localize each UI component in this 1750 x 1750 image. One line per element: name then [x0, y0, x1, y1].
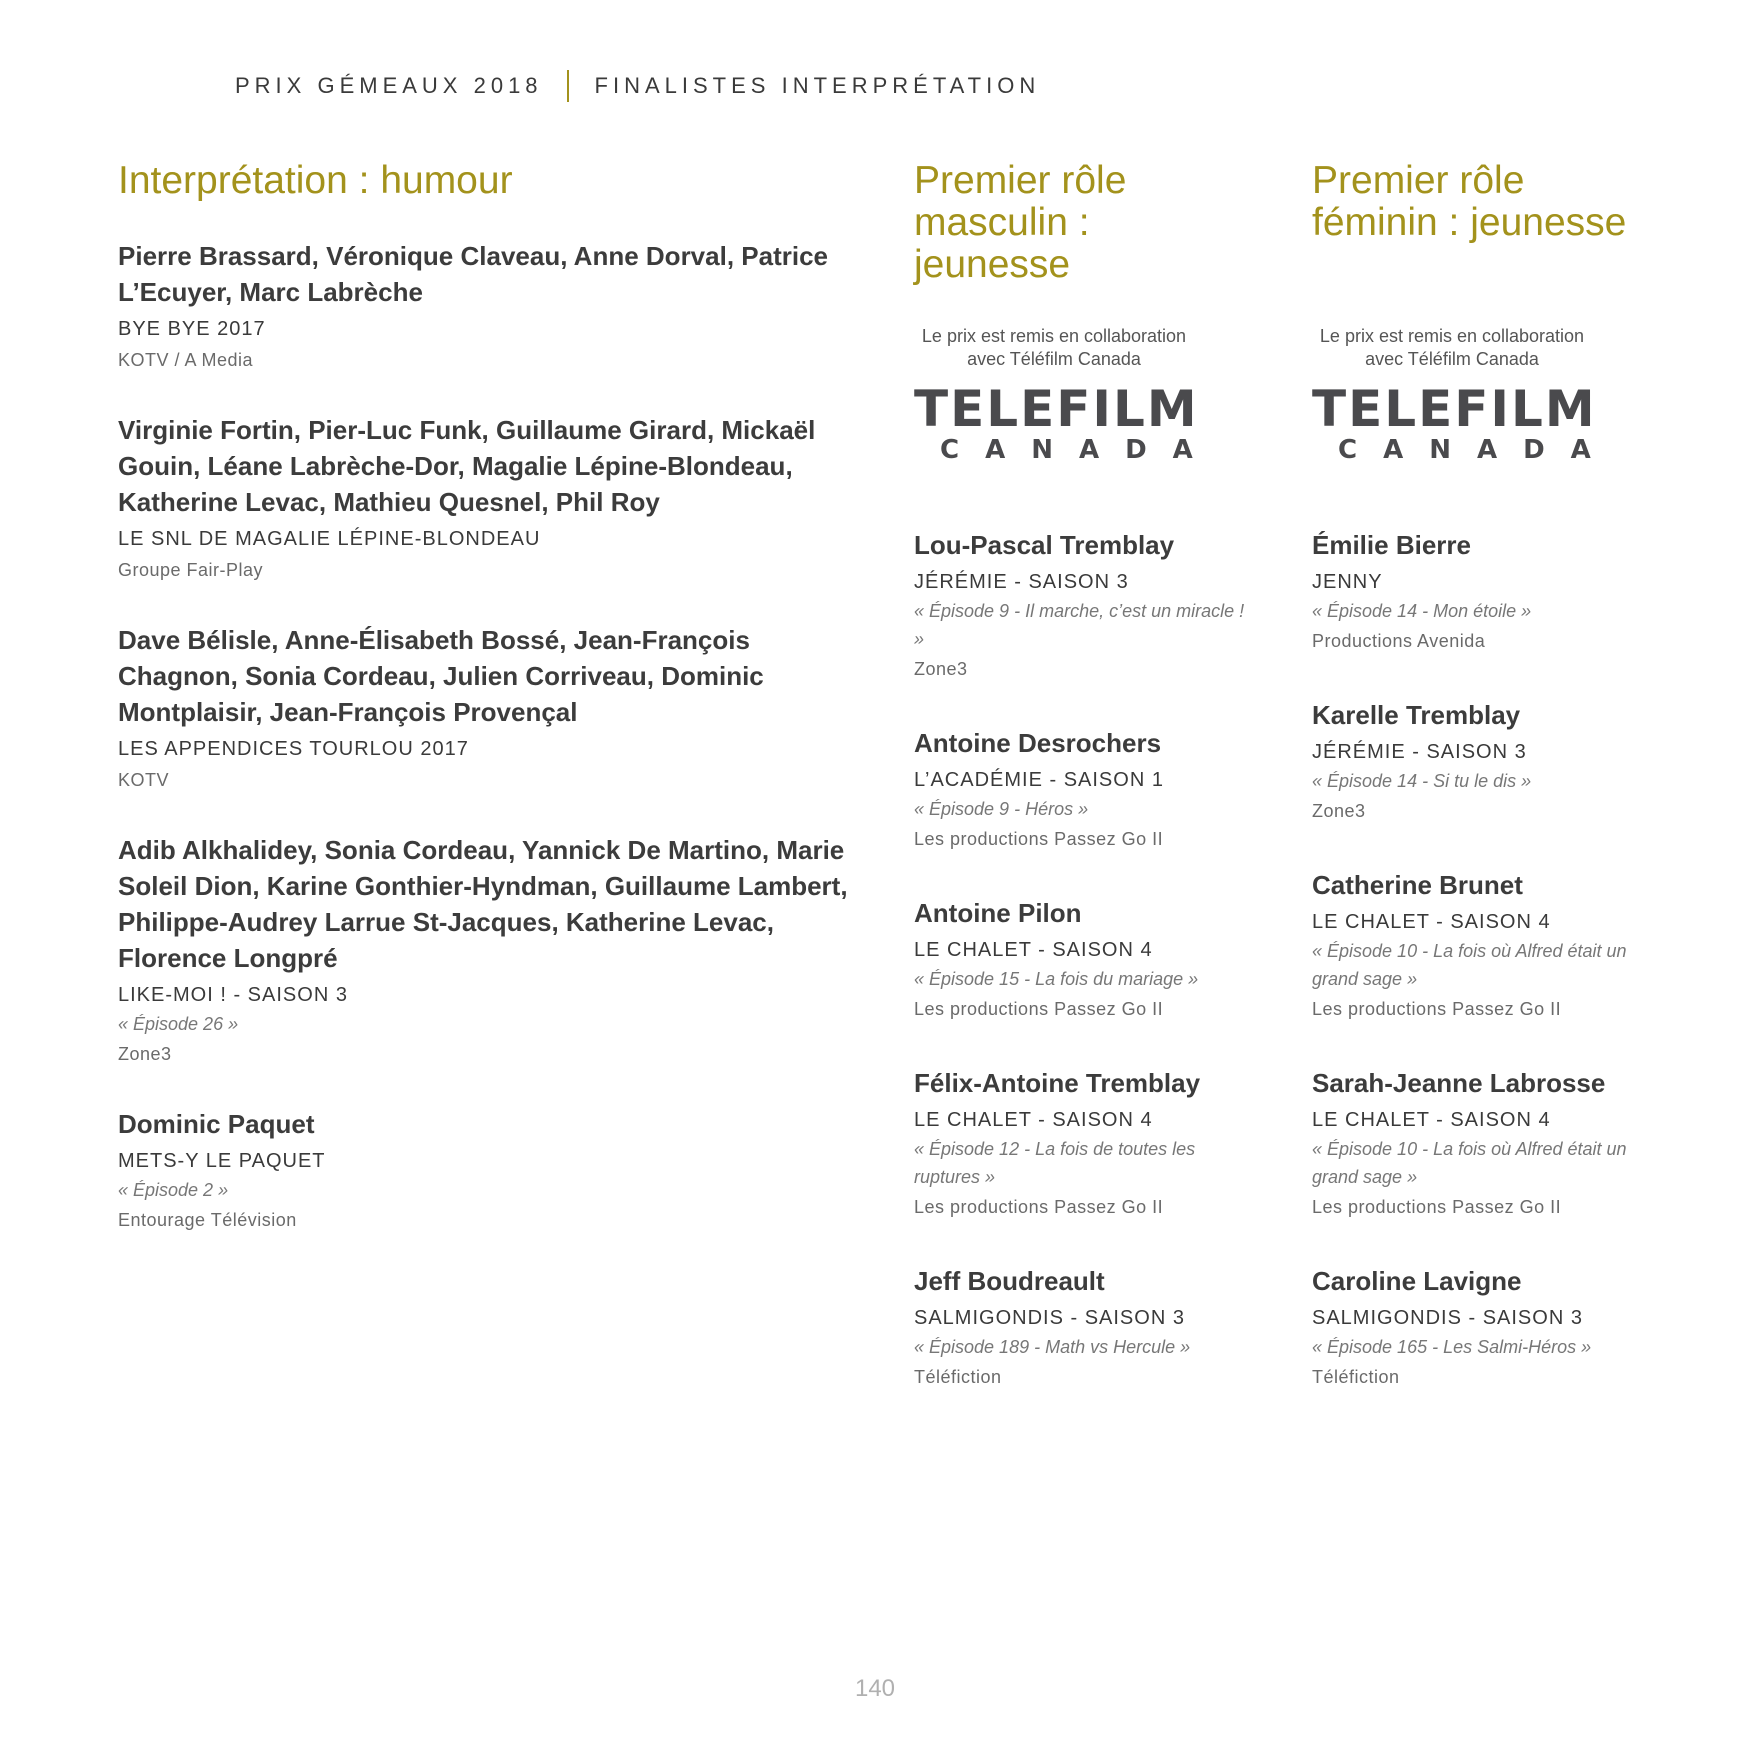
show-title: LIKE-MOI ! - SAISON 3	[118, 984, 348, 1006]
producer: Zone3	[914, 659, 968, 679]
nominee-names: Lou-Pascal Tremblay	[914, 530, 1175, 560]
nominee-names: Émilie Bierre	[1312, 530, 1471, 560]
show-title: LE CHALET - SAISON 4	[1312, 911, 1551, 933]
episode-title: « Épisode 9 - Héros »	[914, 799, 1089, 819]
episode-title: « Épisode 10 - La fois où Alfred était un grand sage »	[1312, 941, 1627, 989]
producer: Les productions Passez Go II	[914, 1197, 1164, 1217]
nominee-entry	[118, 412, 858, 586]
logo-subtitle: CANADA	[940, 435, 1219, 465]
nominee-entry	[914, 527, 1254, 685]
producer: Productions Avenida	[1312, 631, 1486, 651]
nominee-entry	[914, 1065, 1254, 1223]
nominee-names: Sarah-Jeanne Labrosse	[1312, 1068, 1606, 1098]
producer: KOTV / A Media	[118, 350, 254, 370]
category-female-youth	[1312, 160, 1652, 1433]
nominee-entry	[914, 895, 1254, 1025]
show-title: LE CHALET - SAISON 4	[1312, 1109, 1551, 1131]
collaboration-note: Le prix est remis en collaboration avec Téléfilm Canada	[921, 326, 1187, 369]
nominee-names: Antoine Desrochers	[914, 728, 1162, 758]
nominee-entry	[118, 238, 858, 376]
collaboration-note: Le prix est remis en collaboration avec Téléfilm Canada	[1319, 326, 1585, 369]
nominee-entry	[914, 1263, 1254, 1393]
show-title: JÉRÉMIE - SAISON 3	[914, 571, 1129, 593]
episode-title: « Épisode 9 - Il marche, c’est un miracle ! »	[914, 601, 1245, 649]
logo-wordmark: TELEFILM	[1312, 380, 1597, 438]
nominee-entry	[1312, 697, 1652, 827]
logo-wordmark: TELEFILM	[914, 380, 1199, 438]
producer: Les productions Passez Go II	[1312, 999, 1562, 1019]
show-title: SALMIGONDIS - SAISON 3	[1312, 1307, 1583, 1329]
episode-title: « Épisode 189 - Math vs Hercule »	[914, 1337, 1191, 1357]
episode-title: « Épisode 14 - Si tu le dis »	[1312, 771, 1532, 791]
nominee-names: Virginie Fortin, Pier-Luc Funk, Guillaume Girard, Mickaël Gouin, Léane Labrèche-Dor, Magalie Lépine-Blondeau, Katherine Levac, Mathieu Quesnel, Phil Roy	[118, 415, 816, 517]
nominee-names: Catherine Brunet	[1312, 870, 1523, 900]
logo-subtitle: CANADA	[1338, 435, 1617, 465]
producer: Téléfiction	[1312, 1367, 1400, 1387]
page-number: 140	[854, 1675, 896, 1702]
producer: Zone3	[118, 1044, 172, 1064]
show-title: SALMIGONDIS - SAISON 3	[914, 1307, 1185, 1329]
header-divider	[567, 70, 569, 102]
show-title: LE CHALET - SAISON 4	[914, 1109, 1153, 1131]
show-title: JÉRÉMIE - SAISON 3	[1312, 741, 1527, 763]
show-title: LE SNL DE MAGALIE LÉPINE-BLONDEAU	[118, 528, 541, 550]
episode-title: « Épisode 15 - La fois du mariage »	[914, 969, 1199, 989]
producer: Groupe Fair-Play	[118, 560, 264, 580]
telefilm-logo	[1312, 380, 1617, 465]
producer: Les productions Passez Go II	[914, 829, 1164, 849]
nominee-names: Dave Bélisle, Anne-Élisabeth Bossé, Jean-François Chagnon, Sonia Cordeau, Julien Corriveau, Dominic Montplaisir, Jean-François Provençal	[118, 625, 764, 727]
nominee-names: Pierre Brassard, Véronique Claveau, Anne Dorval, Patrice L’Ecuyer, Marc Labrèche	[118, 241, 828, 307]
nominee-entry	[118, 1106, 858, 1236]
nominee-names: Adib Alkhalidey, Sonia Cordeau, Yannick De Martino, Marie Soleil Dion, Karine Gonthier-Hyndman, Guillaume Lambert, Philippe-Audrey Larrue St-Jacques, Katherine Levac, Florence Longpré	[118, 835, 848, 973]
producer: Les productions Passez Go II	[914, 999, 1164, 1019]
nominee-names: Caroline Lavigne	[1312, 1266, 1522, 1296]
header-section: FINALISTES INTERPRÉTATION	[594, 73, 1041, 98]
page-header	[235, 70, 1040, 102]
nominee-entry	[1312, 867, 1652, 1025]
category-title: Interprétation : humour	[118, 159, 513, 202]
show-title: LES APPENDICES TOURLOU 2017	[118, 738, 469, 760]
show-title: JENNY	[1312, 571, 1383, 593]
show-title: BYE BYE 2017	[118, 318, 266, 340]
category-humour	[118, 160, 858, 1272]
category-title: Premier rôle féminin : jeunesse	[1312, 159, 1627, 244]
nominee-names: Jeff Boudreault	[914, 1266, 1105, 1296]
nominee-entry	[118, 832, 858, 1070]
telefilm-logo	[914, 380, 1219, 465]
nominee-names: Karelle Tremblay	[1312, 700, 1521, 730]
producer: Entourage Télévision	[118, 1210, 297, 1230]
producer: Zone3	[1312, 801, 1366, 821]
nominee-entry	[118, 622, 858, 796]
producer: KOTV	[118, 770, 170, 790]
nominee-entry	[1312, 1065, 1652, 1223]
nominee-names: Félix-Antoine Tremblay	[914, 1068, 1201, 1098]
nominee-names: Antoine Pilon	[914, 898, 1082, 928]
nominee-names: Dominic Paquet	[118, 1109, 315, 1139]
nominee-entry	[1312, 1263, 1652, 1393]
nominee-entry	[914, 725, 1254, 855]
episode-title: « Épisode 26 »	[118, 1014, 239, 1034]
episode-title: « Épisode 165 - Les Salmi-Héros »	[1312, 1337, 1592, 1357]
header-event: PRIX GÉMEAUX 2018	[235, 73, 543, 98]
nominee-entry	[1312, 527, 1652, 657]
show-title: LE CHALET - SAISON 4	[914, 939, 1153, 961]
category-title: Premier rôle masculin : jeunesse	[914, 159, 1127, 286]
producer: Téléfiction	[914, 1367, 1002, 1387]
episode-title: « Épisode 12 - La fois de toutes les ruptures »	[914, 1139, 1196, 1187]
producer: Les productions Passez Go II	[1312, 1197, 1562, 1217]
episode-title: « Épisode 10 - La fois où Alfred était un grand sage »	[1312, 1139, 1627, 1187]
show-title: L’ACADÉMIE - SAISON 1	[914, 769, 1164, 791]
show-title: METS-Y LE PAQUET	[118, 1150, 326, 1172]
category-male-youth	[914, 160, 1254, 1433]
episode-title: « Épisode 2 »	[118, 1180, 229, 1200]
episode-title: « Épisode 14 - Mon étoile »	[1312, 601, 1532, 621]
